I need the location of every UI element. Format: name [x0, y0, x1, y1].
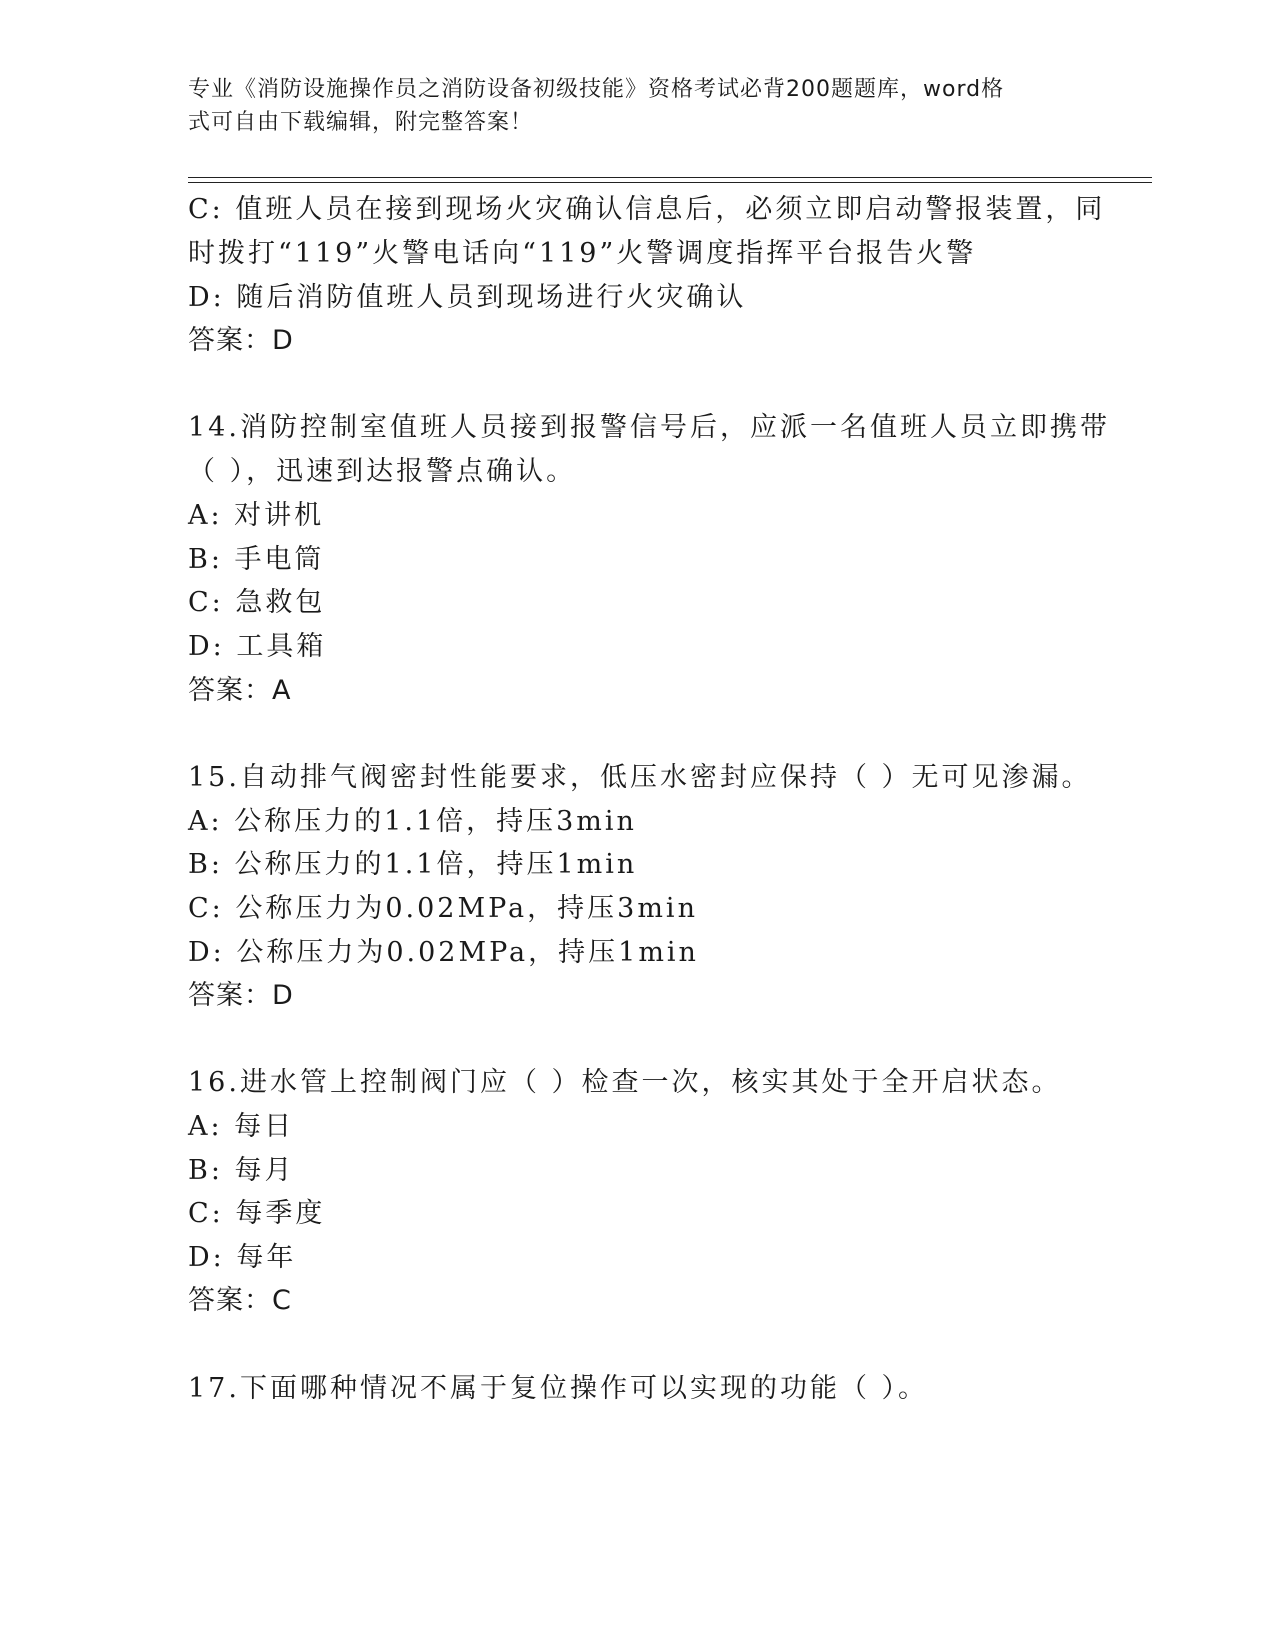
prev-option-d: D: 随后消防值班人员到现场进行火灾确认: [188, 282, 747, 313]
q14-stem-line-1: 14.消防控制室值班人员接到报警信号后，应派一名值班人员立即携带: [188, 412, 1110, 443]
q16-option-b: B: 每月: [188, 1155, 295, 1186]
q16-option-c: C: 每季度: [188, 1198, 326, 1229]
q16-option-d: D: 每年: [188, 1242, 297, 1273]
q15-answer: 答案：D: [188, 980, 294, 1011]
q15-option-b: B: 公称压力的1.1倍，持压1min: [188, 849, 638, 880]
q14-option-b: B: 手电筒: [188, 544, 325, 575]
q15-option-c: C: 公称压力为0.02MPa，持压3min: [188, 893, 698, 924]
header-divider-bottom: [188, 182, 1152, 183]
q16-option-a: A: 每日: [188, 1111, 295, 1142]
header-line-1: 专业《消防设施操作员之消防设备初级技能》资格考试必背200题题库，word格: [188, 77, 1005, 102]
q15-option-d: D: 公称压力为0.02MPa，持压1min: [188, 937, 699, 968]
q14-option-d: D: 工具箱: [188, 631, 327, 662]
q16-answer: 答案：C: [188, 1285, 292, 1316]
header-divider-top: [188, 177, 1152, 178]
q16-stem: 16.进水管上控制阀门应（ ）检查一次，核实其处于全开启状态。: [188, 1067, 1062, 1098]
q15-option-a: A: 公称压力的1.1倍，持压3min: [188, 806, 637, 837]
prev-answer: 答案：D: [188, 325, 294, 356]
document-header: [188, 73, 1088, 139]
q14-option-a: A: 对讲机: [188, 500, 325, 531]
q14-answer: 答案：A: [188, 675, 292, 706]
q15-stem: 15.自动排气阀密封性能要求，低压水密封应保持（ ）无可见渗漏。: [188, 762, 1092, 793]
prev-option-c-line-2: 时拨打“119”火警电话向“119”火警调度指挥平台报告火警: [188, 238, 977, 269]
prev-option-c-line-1: C: 值班人员在接到现场火灾确认信息后，必须立即启动警报装置，同: [188, 194, 1106, 225]
q14-option-c: C: 急救包: [188, 587, 326, 618]
header-line-2: 式可自由下载编辑，附完整答案！: [188, 110, 534, 135]
q14-stem-line-2: （ ），迅速到达报警点确认。: [188, 456, 577, 487]
q17-stem: 17.下面哪种情况不属于复位操作可以实现的功能（ ）。: [188, 1373, 929, 1404]
